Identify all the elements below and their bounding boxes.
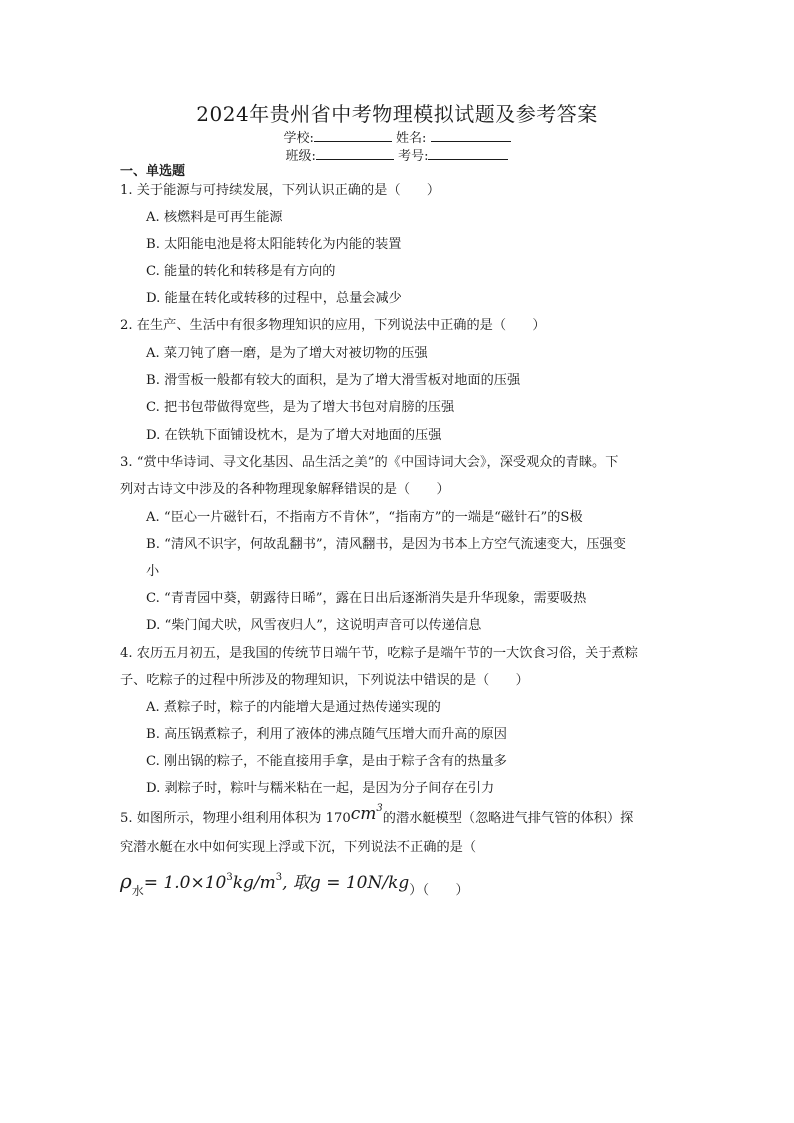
name-blank[interactable]: [431, 129, 511, 142]
question-4-stem-line-1: 4. 农历五月初五，是我国的传统节日端午节，吃粽子是端午节的一大饮食习俗，关于煮粽: [120, 646, 638, 661]
question-3-stem-line-1: 3. “赏中华诗词、寻文化基因、品生活之美”的《中国诗词大会》，深受观众的青睐。下: [120, 455, 619, 470]
exam-no-label: 考号:: [398, 149, 429, 164]
question-4-stem-line-2: 子、吃粽子的过程中所涉及的物理知识，下列说法中错误的是（ ）: [120, 673, 529, 688]
formula-gravity: , 取g = 10N/kg: [282, 873, 410, 893]
question-4-option-b: B. 高压锅煮粽子，利用了液体的沸点随气压增大而升高的原因: [146, 727, 507, 742]
question-5-answer-paren: ）（ ）: [409, 883, 469, 898]
question-1-option-b: B. 太阳能电池是将太阳能转化为内能的装置: [146, 237, 402, 252]
class-label: 班级:: [285, 149, 316, 164]
volume-unit-exponent: 3: [376, 803, 383, 814]
question-1-option-c: C. 能量的转化和转移是有方向的: [146, 264, 336, 279]
rho-symbol: ρ: [120, 869, 132, 893]
question-3-option-c: C. “青青园中葵，朝露待日晞”，露在日出后逐渐消失是升华现象，需要吸热: [146, 591, 587, 606]
question-1-option-a: A. 核燃料是可再生能源: [146, 210, 283, 225]
question-4-option-c: C. 刚出锅的粽子，不能直接用手拿，是由于粽子含有的热量多: [146, 754, 507, 769]
question-2-stem: 2. 在生产、生活中有很多物理知识的应用，下列说法中正确的是（ ）: [120, 318, 546, 333]
name-label: 姓名:: [396, 131, 427, 146]
question-2-option-d: D. 在铁轨下面铺设枕木，是为了增大对地面的压强: [146, 428, 442, 443]
question-2-option-c: C. 把书包带做得宽些，是为了增大书包对肩膀的压强: [146, 400, 455, 415]
section-heading: 一、单选题: [120, 164, 186, 179]
class-blank[interactable]: [316, 147, 394, 160]
question-2-option-a: A. 菜刀钝了磨一磨，是为了增大对被切物的压强: [146, 346, 428, 361]
question-5-stem-line-2: 究潜水艇在水中如何实现上浮或下沉，下列说法不正确的是（: [120, 840, 477, 855]
page-title: 2024年贵州省中考物理模拟试题及参考答案: [196, 102, 598, 126]
exam-no-blank[interactable]: [428, 147, 508, 160]
volume-unit: [351, 804, 383, 824]
question-5-formula: [120, 868, 469, 898]
formula-density-value: = 1.0×10: [143, 873, 227, 893]
question-3-option-d: D. “柴门闻犬吠，风雪夜归人”，这说明声音可以传递信息: [146, 618, 482, 633]
question-1-stem: 1. 关于能源与可持续发展，下列认识正确的是（ ）: [120, 183, 441, 198]
rho-subscript: 水: [131, 884, 144, 898]
formula-exponent: 3: [226, 872, 233, 883]
question-3-option-b-cont: 小: [146, 564, 160, 579]
school-label: 学校:: [283, 131, 314, 146]
question-4-option-d: D. 剥粽子时，粽叶与糯米粘在一起，是因为分子间存在引力: [146, 781, 495, 796]
question-5-stem-line-1: [120, 803, 634, 827]
question-3-stem-line-2: 列对古诗文中涉及的各种物理现象解释错误的是（ ）: [120, 482, 450, 497]
formula-density-unit: kg/m: [232, 873, 276, 893]
school-blank[interactable]: [314, 129, 392, 142]
formula-unit-exponent: 3: [275, 872, 283, 883]
question-1-option-d: D. 能量在转化或转移的过程中，总量会减少: [146, 291, 402, 306]
question-4-option-a: A. 煮粽子时，粽子的内能增大是通过热传递实现的: [146, 700, 441, 715]
question-5-text-a: 5. 如图所示，物理小组利用体积为 170: [120, 811, 351, 826]
question-3-option-b: B. “清风不识字，何故乱翻书”，清风翻书，是因为书本上方空气流速变大，压强变: [146, 537, 626, 552]
volume-unit-base: cm: [350, 804, 377, 824]
student-info-row-1: [0, 127, 794, 146]
question-2-option-b: B. 滑雪板一般都有较大的面积，是为了增大滑雪板对地面的压强: [146, 373, 521, 388]
question-3-option-a: A. “臣心一片磁针石，不指南方不肯休”，“指南方”的一端是“磁针石”的S极: [146, 510, 583, 525]
question-5-text-b: 的潜水艇模型（忽略进气排气管的体积）探: [382, 811, 634, 826]
